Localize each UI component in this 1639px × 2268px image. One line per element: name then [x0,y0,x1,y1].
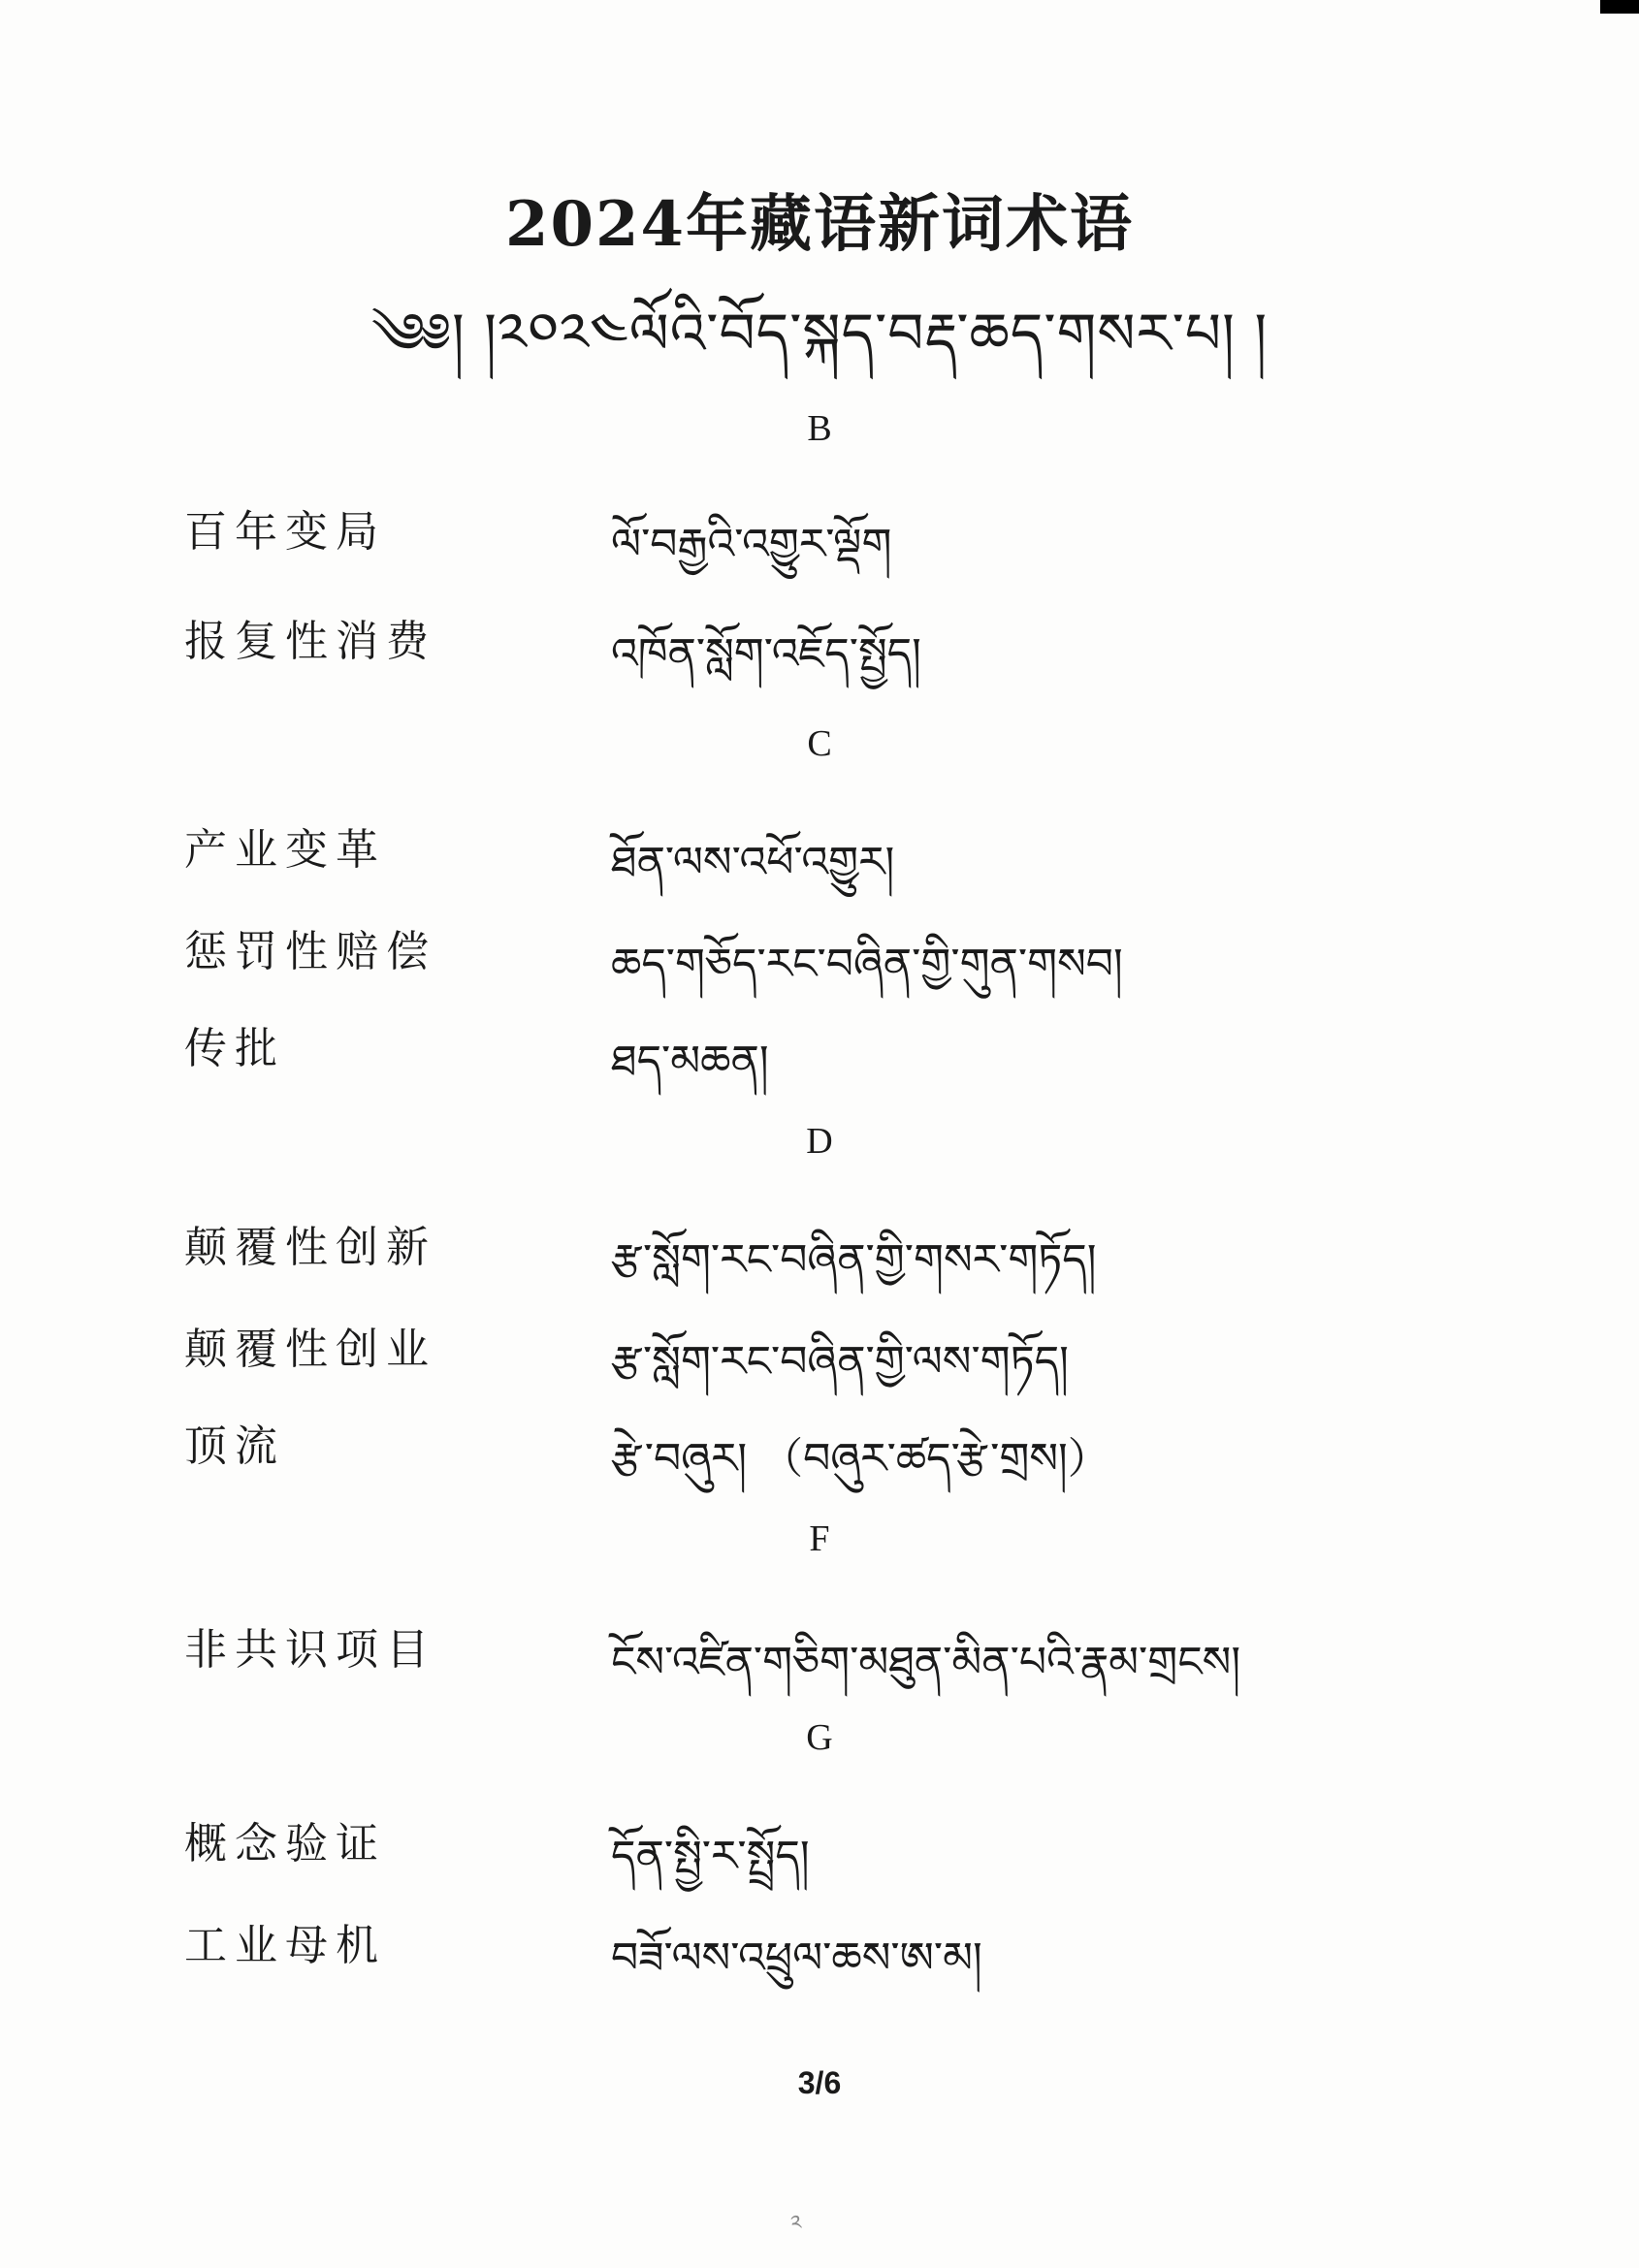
term-bo: ཐོན་ལས་འཕོ་འགྱུར། [611,838,895,887]
term-bo: ངོས་འཛིན་གཅིག་མཐུན་མིན་པའི་རྣམ་གྲངས། [611,1638,1241,1687]
term-bo: རྩ་སློག་རང་བཞིན་གྱི་གསར་གཏོད། [611,1235,1097,1285]
term-zh: 工业母机 [184,1921,386,1970]
term-bo: ལོ་བརྒྱའི་འགྱུར་ལྡོག [611,520,892,569]
term-bo: རྩ་སློག་རང་བཞིན་གྱི་ལས་གཏོད། [611,1337,1069,1387]
term-zh: 传批 [184,1024,285,1073]
term-zh: 产业变革 [184,825,386,875]
section-letter-c: C [807,723,832,764]
term-zh: 非共识项目 [184,1625,436,1675]
term-zh: 颠覆性创业 [184,1325,436,1374]
section-letter-f: F [809,1518,830,1559]
title-chinese: 2024年藏语新词术语 [504,188,1135,261]
term-zh: 顶流 [184,1421,285,1471]
term-zh: 概念验证 [184,1819,386,1869]
term-bo: ཆད་གཅོད་རང་བཞིན་གྱི་གུན་གསབ། [611,940,1123,989]
term-bo: རྩེ་བཞུར། （བཞུར་ཚད་རྩེ་གྲས།） [611,1434,1110,1484]
section-letter-b: B [807,408,832,449]
term-zh: 报复性消费 [184,617,436,666]
term-zh: 颠覆性创新 [184,1223,436,1272]
term-bo: ཐད་མཆན། [611,1037,769,1086]
footer-mark: ༢ [790,2212,802,2236]
term-bo: དོན་སྤྱི་ར་སྤྲོད། [611,1832,810,1881]
scan-corner-mark [1600,0,1639,14]
term-zh: 百年变局 [184,507,386,557]
term-zh: 惩罚性赔偿 [184,927,436,976]
term-bo: འཁོན་སློག་འཇོད་སྤྱོད། [611,629,921,679]
term-bo: བཟོ་ལས་འཕྲུལ་ཆས་ཨ་མ། [611,1933,982,1983]
page-number: 3/6 [797,2065,842,2100]
section-letter-d: D [806,1121,833,1162]
section-letter-g: G [806,1717,833,1758]
title-tibetan: ༄༅། །༢༠༢༤ལོའི་བོད་སྐད་བརྡ་ཆད་གསར་པ། ། [370,301,1269,367]
